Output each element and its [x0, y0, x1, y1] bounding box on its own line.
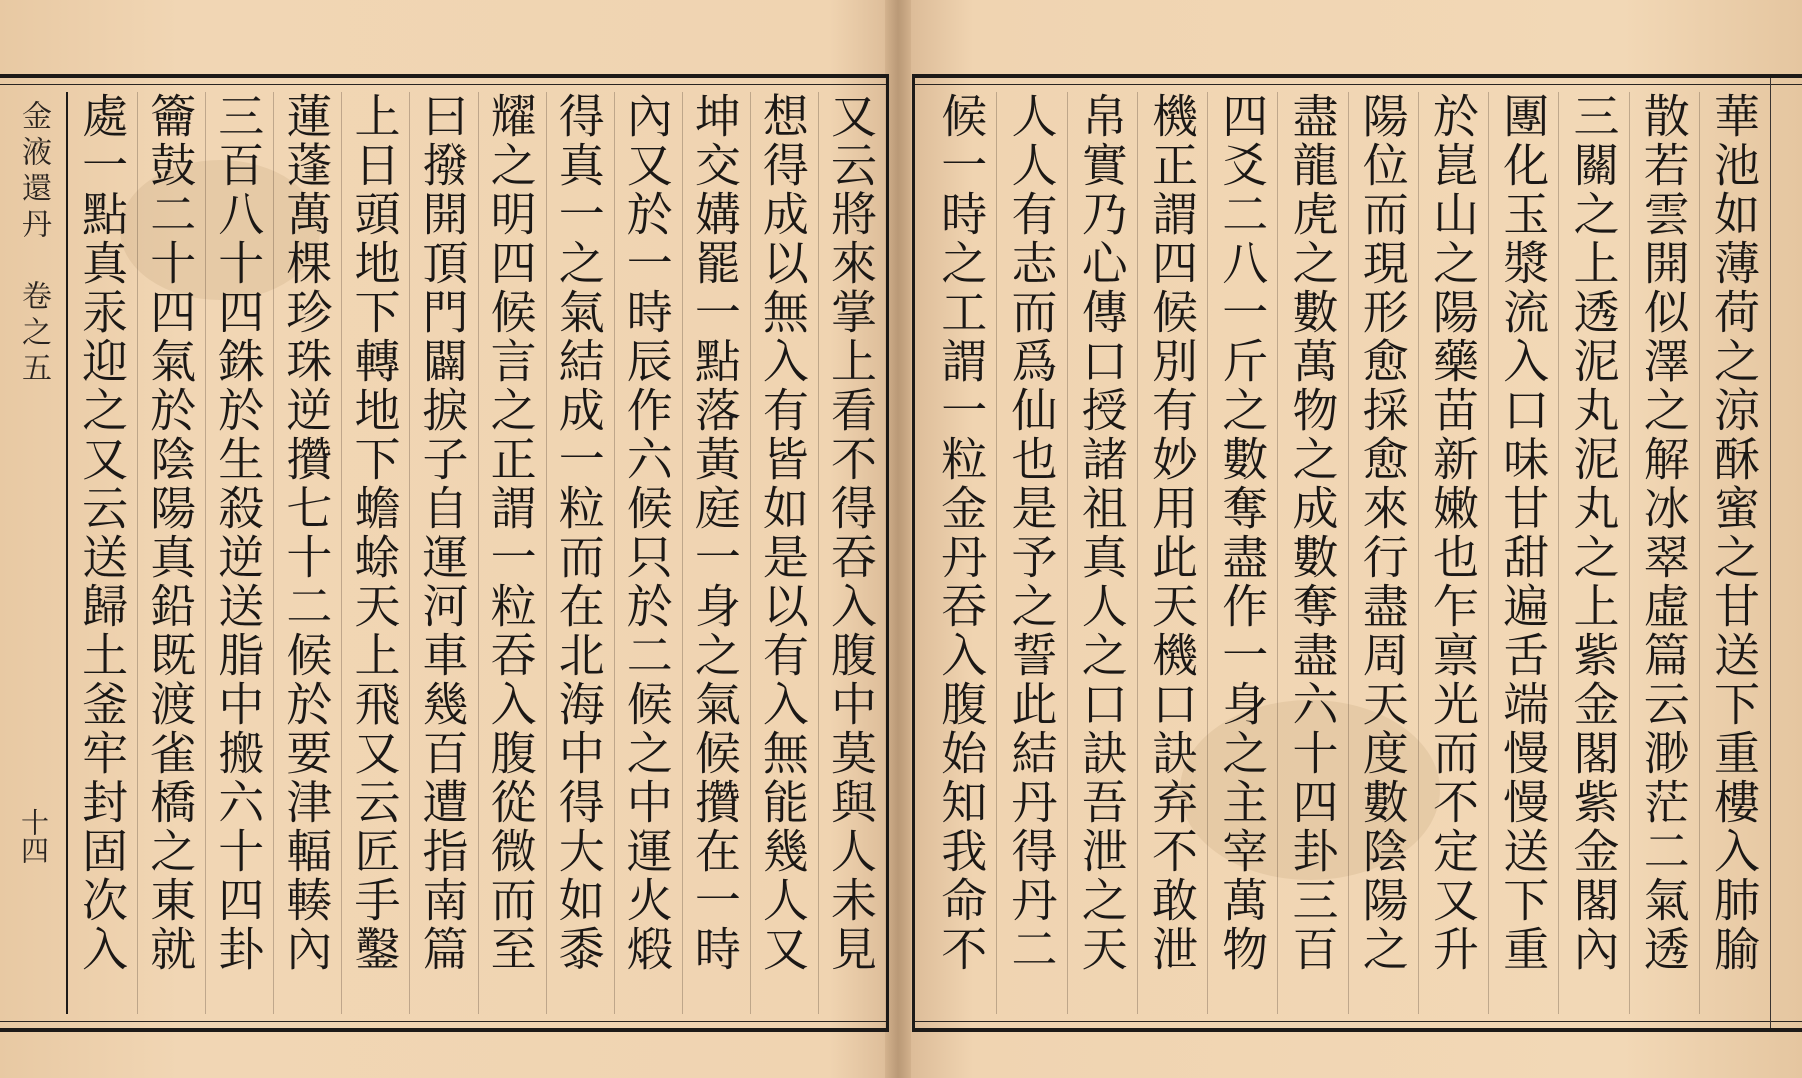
right-text-columns [927, 92, 1769, 1014]
text-column: 耀之明四候言之正謂一粒吞入腹從微而至 [478, 92, 546, 1014]
text-column: 陽位而現形愈採愈來行盡周天度數陰陽之 [1348, 92, 1418, 1014]
text-column: 得真一之氣結成一粒而在北海中得大如黍 [546, 92, 614, 1014]
text-column: 處一點真汞迎之又云送歸土釜牢封固次入 [75, 92, 130, 974]
text-column: 帛實乃心傳口授諸祖真人之口訣吾泄之天 [1067, 92, 1137, 1014]
text-column: 又云將來掌上看不得吞入腹中莫與人未見 [818, 92, 886, 1014]
left-page [0, 74, 889, 1032]
border-line [915, 84, 1802, 85]
text-column: 於崑山之陽藥苗新嫩也乍禀光而不定又升 [1418, 92, 1488, 1014]
page-margin-column [0, 92, 68, 1014]
text-column: 上日頭地下轉地下蟾蜍天上飛又云匠手鑿 [341, 92, 409, 1014]
text-column: 盡龍虎之數萬物之成數奪盡六十四卦三百 [1277, 92, 1347, 1014]
right-page [912, 74, 1802, 1032]
text-column: 團化玉漿流入口味甘甜遍舌端慢慢送下重 [1488, 92, 1558, 1014]
text-column: 三百八十四銖於生殺逆送脂中搬六十四卦 [205, 92, 273, 1014]
text-column: 人人有志而爲仙也是予之誓此結丹得丹二 [996, 92, 1066, 1014]
book-title-margin: 金液還丹 卷之五 [16, 100, 51, 388]
page-number: 十四 [17, 808, 50, 864]
text-column: 散若雲開似澤之解冰翠虛篇云渺茫二氣透 [1629, 92, 1699, 1014]
text-column: 候一時之工謂一粒金丹吞入腹始知我命不 [934, 92, 989, 974]
left-text-columns [70, 92, 886, 1014]
border-line [0, 84, 886, 85]
page-edge-strip [1770, 78, 1802, 1028]
text-column: 蓮蓬萬棵珍珠逆攢七十二候於要津輻輳內 [273, 92, 341, 1014]
text-column: 四爻二八一斤之數奪盡作一身之主宰萬物 [1207, 92, 1277, 1014]
border-line [915, 1021, 1802, 1022]
text-column: 籥鼓二十四氣於陰陽真鉛既渡雀橋之東就 [137, 92, 205, 1014]
text-column: 內又於一時辰作六候只於二候之中運火煅 [614, 92, 682, 1014]
border-line [0, 1021, 886, 1022]
text-column: 華池如薄荷之涼酥蜜之甘送下重樓入肺腧 [1699, 92, 1769, 1014]
text-column: 想得成以無入有皆如是以有入無能幾人又 [750, 92, 818, 1014]
text-column: 坤交媾罷一點落黃庭一身之氣候攢在一時 [682, 92, 750, 1014]
text-column: 三關之上透泥丸泥丸之上紫金閣紫金閣內 [1558, 92, 1628, 1014]
text-column: 機正謂四候別有妙用此天機口訣弃不敢泄 [1137, 92, 1207, 1014]
text-column: 曰撥開頂門闢捩子自運河車幾百遭指南篇 [409, 92, 477, 1014]
